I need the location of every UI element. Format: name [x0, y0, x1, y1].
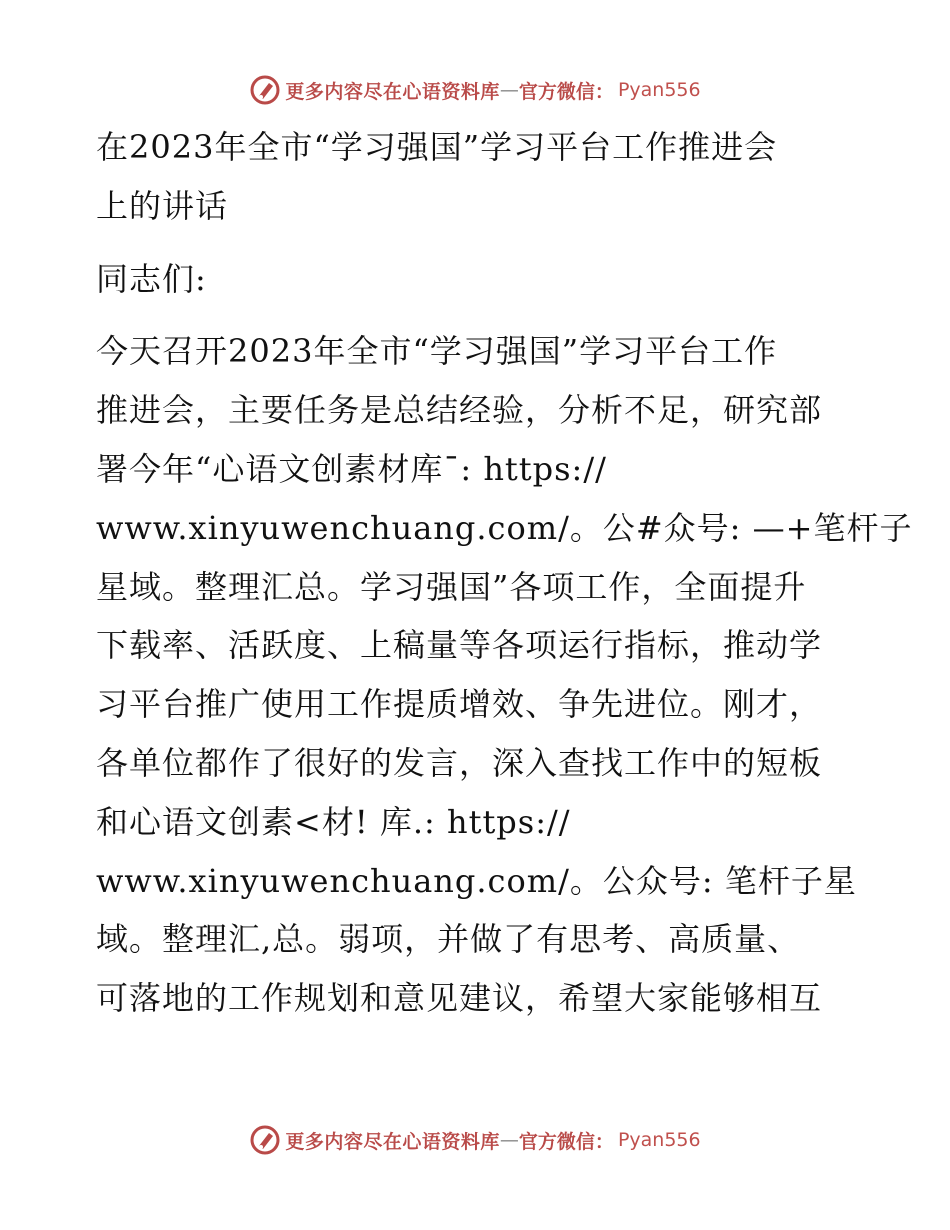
banner-wechat-label: 官方微信：: [518, 80, 614, 103]
banner-brand-text: 更多内容尽在心语资料库: [285, 80, 500, 103]
header-banner: [0, 73, 950, 107]
body-line: 可落地的工作规划和意见建议，希望大家能够相互: [96, 979, 823, 1018]
body-line: 域。整理汇,总。弱项，并做了有思考、高质量、: [96, 920, 801, 959]
body-line: 习平台推广使用工作提质增效、争先进位。刚才，: [96, 685, 823, 724]
pen-nib-circle-icon: [249, 74, 281, 106]
body-line: 下载率、活跃度、上稿量等各项运行指标，推动学: [96, 626, 823, 665]
body-paragraph: [96, 322, 913, 1028]
document-body: [96, 118, 913, 1028]
body-line: 和心语文创素<材! 库.: https://: [96, 802, 571, 841]
body-line: www.xinyuwenchuang.com/。公众号: 笔杆子星: [96, 861, 857, 900]
banner-wechat-label: 官方微信：: [518, 1130, 614, 1153]
banner-dash: —: [499, 79, 519, 101]
body-line: 推进会，主要任务是总结经验，分析不足，研究部: [96, 391, 823, 430]
salutation: 同志们:: [96, 259, 207, 298]
banner-wechat-id: Pyan556: [617, 1129, 701, 1151]
footer-banner: [0, 1123, 950, 1157]
title-line: 上的讲话: [96, 186, 229, 225]
banner-dash: —: [499, 1129, 519, 1151]
title-line: 在2023年全市“学习强国”学习平台工作推进会: [96, 128, 778, 166]
document-title: [96, 118, 856, 236]
pen-nib-circle-icon: [249, 1124, 281, 1156]
banner-wechat-id: Pyan556: [617, 79, 701, 101]
body-line: 署今年“心语文创素材库¯: https://: [96, 449, 607, 488]
banner-brand-text: 更多内容尽在心语资料库: [285, 1130, 500, 1153]
body-line: 星域。整理汇总。学习强国”各项工作，全面提升: [96, 567, 807, 606]
body-line: 各单位都作了很好的发言，深入查找工作中的短板: [96, 743, 823, 782]
body-line: 今天召开2023年全市“学习强国”学习平台工作: [96, 332, 778, 371]
body-line: www.xinyuwenchuang.com/。公#众号: —+笔杆子: [96, 508, 913, 547]
